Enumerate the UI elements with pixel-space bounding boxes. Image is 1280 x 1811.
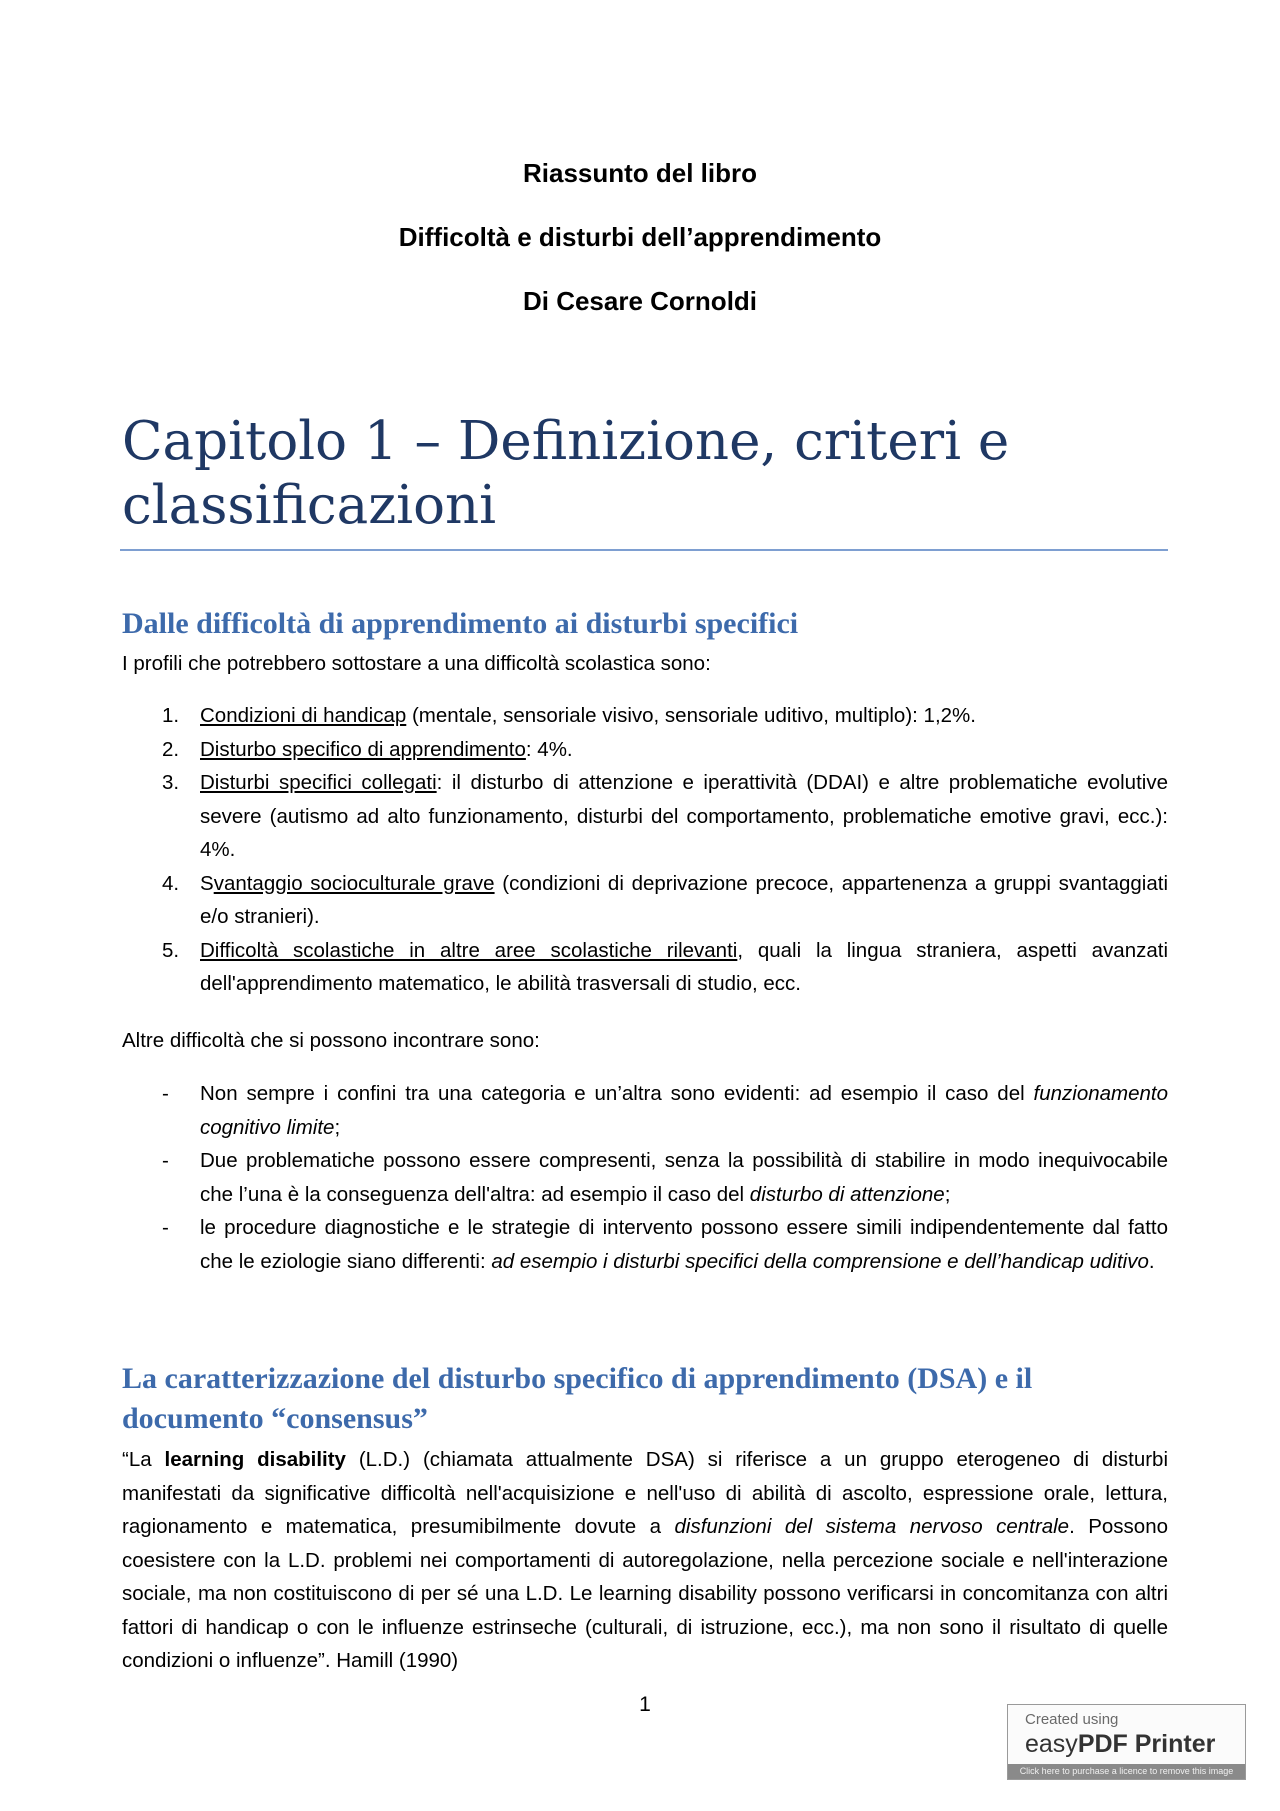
list-item-tail: ; [944,1182,951,1206]
list-item [122,1144,1168,1211]
list-item-term: vantaggio socioculturale grave [213,871,495,895]
list-marker: 2. [162,737,180,761]
watermark-created-label: Created using [1025,1711,1119,1728]
list-item-emphasis: funzionamento cognitivo limite [200,1082,1168,1139]
book-title: Difficoltà e disturbi dell’apprendimento [398,222,882,252]
list-item-term: Condizioni di handicap [200,704,407,727]
list-item [122,934,1168,1001]
list-item-tail: . [1148,1249,1155,1273]
chapter-divider [120,549,1168,551]
watermark-purchase-link[interactable]: Click here to purchase a licence to remove this image [1008,1764,1245,1779]
list-item-emphasis: disturbo di attenzione [749,1182,945,1206]
watermark-brand-easy: easy [1025,1730,1078,1758]
book-author: Di Cesare Cornoldi [522,286,758,316]
page-number: 1 [639,1693,651,1716]
section2-heading [122,1359,1172,1439]
list-item [122,1211,1168,1278]
list-item [122,1077,1168,1144]
section2-heading-line2: documento “consensus” [122,1402,428,1435]
list-item-emphasis: ad esempio i disturbi specifici della comprensione e dell’handicap uditivo [491,1249,1149,1273]
list-item-text: Non sempre i confini tra una categoria e un’altra sono evidenti: ad esempio il caso del [200,1082,1034,1105]
section1-intro: I profili che potrebbero sottostare a una difficoltà scolastica sono: [122,652,711,675]
list-item-term: Disturbo specifico di apprendimento [200,737,526,761]
list-item [122,766,1168,867]
ld-definition-body: (L.D.) (chiamata attualmente DSA) si riferisce a un gruppo eterogeneo di disturbi manifestati da significative difficoltà nell'acquisizione e nell'uso di abilità di ascolto, espressione orale, lettura, ragionamento e matematica, presumibilmente dovute a [122,1448,1169,1538]
chapter-title-line1: Capitolo 1 – Definizione, criteri e [122,411,1010,472]
list-item-term: Difficoltà scolastiche in altre aree scolastiche rilevanti [200,938,738,962]
list-item-tail: ; [334,1115,341,1139]
list-item-text: , quali la lingua straniera, aspetti avanzati dell'apprendimento matematico, le abilità trasversali di studio, ecc. [200,938,1169,995]
section1-heading: Dalle difficoltà di apprendimento ai disturbi specifici [122,607,799,640]
watermark-logo [1025,1729,1215,1759]
list-marker: 1. [162,704,180,727]
ld-definition-end: . Possono coesistere con la L.D. problemi nei comportamenti di autoregolazione, nella percezione sociale e nell'interazione sociale, ma non costituiscono di per sé una L.D. Le learning disability possono verificarsi in concomitanza con altri fattori di handicap o con le influenze estrinseche (culturali, di istruzione, ecc.), ma non sono il risultato di quelle condizioni o influenze”. Hamill (1990) [122,1515,1168,1672]
list-marker: 4. [162,871,180,895]
list-item [122,867,1168,934]
list-marker: 5. [162,938,180,962]
ld-definition-open: “La [122,1448,165,1471]
other-difficulties-list [122,1077,1168,1278]
section2-heading-line1: La caratterizzazione del disturbo specifico di apprendimento (DSA) e il [122,1362,1033,1395]
list-marker: 3. [162,771,180,794]
list-item [122,699,1168,733]
list-item-term: Disturbi specifici collegati [200,771,437,794]
list-item-text: : 4%. [525,737,573,761]
list-marker: - [162,1216,169,1239]
list-item-text: Due problematiche possono essere compresenti, senza la possibilità di stabilire in modo inequivocabile che l’una è la conseguenza dell'altra: ad esempio il caso del [200,1149,1168,1206]
list-item-text: le procedure diagnostiche e le strategie di intervento possono essere simili indipendentemente dal fatto che le eziologie siano differenti: [200,1216,1168,1273]
list-item [122,733,1168,767]
easypdf-watermark[interactable] [1007,1704,1246,1780]
list-item-text: : il disturbo di attenzione e iperattività (DDAI) e altre problematiche evolutive severe (autismo ad alto funzionamento, disturbi del comportamento, problematiche emotive gravi, ecc.): 4%. [200,771,1168,861]
other-difficulties-intro: Altre difficoltà che si possono incontrare sono: [122,1029,540,1052]
list-item-text: (mentale, sensoriale visivo, sensoriale uditivo, multiplo): 1,2%. [406,704,976,727]
ld-definition-emphasis: disfunzioni del sistema nervoso centrale [674,1515,1070,1538]
chapter-title [122,410,1172,538]
ld-definition-term: learning disability [164,1448,346,1471]
list-marker: - [162,1082,169,1105]
list-item-term-initial: S [200,871,214,895]
list-marker: - [162,1149,169,1172]
watermark-brand-pdf: PDF Printer [1077,1730,1216,1758]
handicap-profile-list [122,699,1168,1001]
ld-definition-paragraph [122,1443,1168,1678]
book-summary-label: Riassunto del libro [522,158,758,188]
chapter-title-line2: classificazioni [122,475,497,536]
list-item-text: (condizioni di deprivazione precoce, appartenenza a gruppi svantaggiati e/o stranieri). [200,871,1169,928]
